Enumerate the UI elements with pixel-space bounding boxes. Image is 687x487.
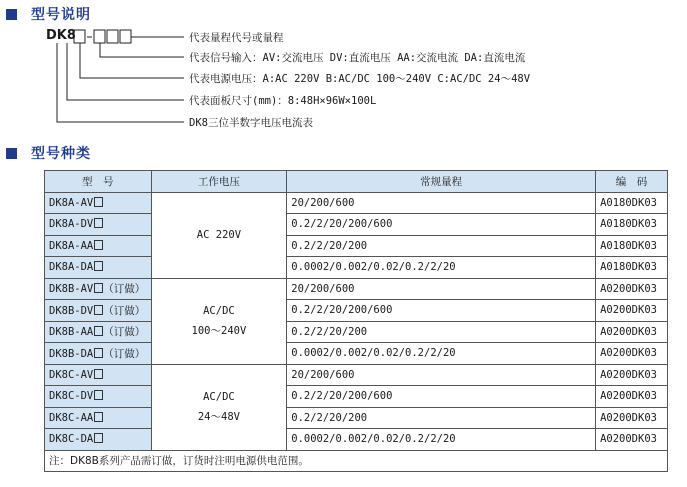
range-cell: 0.2/2/20/200	[287, 407, 596, 429]
range-box-2	[120, 30, 131, 43]
model-cell	[45, 429, 152, 451]
table-row	[45, 235, 668, 257]
placeholder-box-icon	[94, 305, 103, 315]
table-row	[45, 300, 668, 322]
model-name: DK8B-AV	[49, 283, 94, 296]
model-cell	[45, 278, 152, 300]
model-prefix: DK8	[46, 28, 76, 43]
placeholder-box-icon	[94, 240, 103, 250]
code-cell: A0180DK03	[596, 235, 668, 257]
table-row	[45, 278, 668, 300]
model-cell	[45, 192, 152, 214]
table-row	[45, 257, 668, 279]
model-cell	[45, 364, 152, 386]
model-cell	[45, 343, 152, 365]
signal-input-box	[94, 30, 105, 43]
model-cell	[45, 235, 152, 257]
table-row	[45, 429, 668, 451]
section-heading-model-types	[6, 143, 91, 163]
code-cell: A0180DK03	[596, 257, 668, 279]
table-row	[45, 321, 668, 343]
power-voltage-box	[74, 30, 85, 43]
model-suffix: （订做）	[103, 347, 146, 360]
code-cell: A0180DK03	[596, 192, 668, 214]
header-voltage: 工作电压	[151, 171, 287, 193]
placeholder-box-icon	[94, 218, 103, 228]
square-bullet-icon	[6, 148, 17, 159]
placeholder-box-icon	[94, 326, 103, 336]
model-suffix: （订做）	[103, 283, 146, 296]
placeholder-box-icon	[94, 348, 103, 358]
table-header-row	[45, 171, 668, 193]
range-cell: 0.2/2/20/200/600	[287, 386, 596, 408]
code-cell: A0200DK03	[596, 386, 668, 408]
range-cell: 0.0002/0.002/0.02/0.2/2/20	[287, 257, 596, 279]
section-title: 型号种类	[31, 146, 91, 162]
table-row	[45, 364, 668, 386]
range-cell: 0.0002/0.002/0.02/0.2/2/20	[287, 343, 596, 365]
placeholder-box-icon	[94, 433, 103, 443]
model-name: DK8B-DA	[49, 347, 94, 360]
model-cell	[45, 257, 152, 279]
placeholder-box-icon	[94, 261, 103, 271]
model-name: DK8C-AA	[49, 411, 94, 424]
voltage-line-2: 24～48V	[197, 411, 240, 423]
model-spec-table	[44, 170, 668, 472]
header-code: 编 码	[596, 171, 668, 193]
model-name: DK8B-DV	[49, 304, 94, 317]
model-name: DK8A-AV	[49, 196, 94, 209]
model-name: DK8C-AV	[49, 368, 94, 381]
section-title: 型号说明	[31, 7, 91, 23]
placeholder-box-icon	[94, 283, 103, 293]
code-cell: A0200DK03	[596, 343, 668, 365]
table-row	[45, 407, 668, 429]
desc-signal-input: 代表信号输入：AV:交流电压 DV:直流电压 AA:交流电流 DA:直流电流	[189, 52, 526, 64]
model-cell	[45, 214, 152, 236]
placeholder-box-icon	[94, 197, 103, 207]
voltage-line-1: AC/DC	[203, 391, 235, 403]
desc-range: 代表量程代号或量程	[189, 32, 284, 44]
voltage-cell	[151, 278, 287, 364]
voltage-line-1: AC 220V	[196, 229, 242, 241]
code-cell: A0200DK03	[596, 300, 668, 322]
table-row	[45, 386, 668, 408]
table-note: 注：DK8B系列产品需订做，订货时注明电源供电范围。	[45, 450, 668, 472]
model-name: DK8B-AA	[49, 326, 94, 339]
range-cell: 0.2/2/20/200/600	[287, 300, 596, 322]
model-cell	[45, 321, 152, 343]
model-suffix: （订做）	[103, 304, 146, 317]
table-row	[45, 214, 668, 236]
model-cell	[45, 407, 152, 429]
desc-power-voltage: 代表电源电压：A:AC 220V B:AC/DC 100～240V C:AC/DC 24～48V	[189, 73, 531, 85]
placeholder-box-icon	[94, 390, 103, 400]
voltage-line-2: 100～240V	[191, 325, 247, 337]
range-cell: 0.2/2/20/200	[287, 235, 596, 257]
model-cell	[45, 386, 152, 408]
code-cell: A0180DK03	[596, 214, 668, 236]
model-name: DK8A-AA	[49, 239, 94, 252]
model-cell	[45, 300, 152, 322]
table-row	[45, 192, 668, 214]
model-name: DK8C-DV	[49, 390, 94, 403]
range-cell: 20/200/600	[287, 278, 596, 300]
connector-lines	[0, 0, 687, 140]
model-suffix: （订做）	[103, 326, 146, 339]
voltage-cell	[151, 192, 287, 278]
model-code-diagram	[0, 0, 687, 140]
code-cell: A0200DK03	[596, 407, 668, 429]
code-cell: A0200DK03	[596, 429, 668, 451]
range-cell: 0.2/2/20/200	[287, 321, 596, 343]
desc-series: DK8三位半数字电压电流表	[189, 117, 313, 129]
range-box-1	[107, 30, 118, 43]
model-name: DK8C-DA	[49, 433, 94, 446]
header-range: 常规量程	[287, 171, 596, 193]
range-cell: 0.0002/0.002/0.02/0.2/2/20	[287, 429, 596, 451]
range-cell: 20/200/600	[287, 364, 596, 386]
table-row	[45, 343, 668, 365]
voltage-line-1: AC/DC	[203, 305, 235, 317]
desc-panel-size: 代表面板尺寸(mm)：8:48H×96W×100L	[189, 95, 377, 107]
placeholder-box-icon	[94, 369, 103, 379]
code-cell: A0200DK03	[596, 364, 668, 386]
note-row	[45, 450, 668, 472]
code-cell: A0200DK03	[596, 321, 668, 343]
model-name: DK8A-DA	[49, 261, 94, 274]
voltage-cell	[151, 364, 287, 450]
model-name: DK8A-DV	[49, 218, 94, 231]
range-cell: 20/200/600	[287, 192, 596, 214]
code-cell: A0200DK03	[596, 278, 668, 300]
range-cell: 0.2/2/20/200/600	[287, 214, 596, 236]
placeholder-box-icon	[94, 412, 103, 422]
header-model: 型 号	[45, 171, 152, 193]
